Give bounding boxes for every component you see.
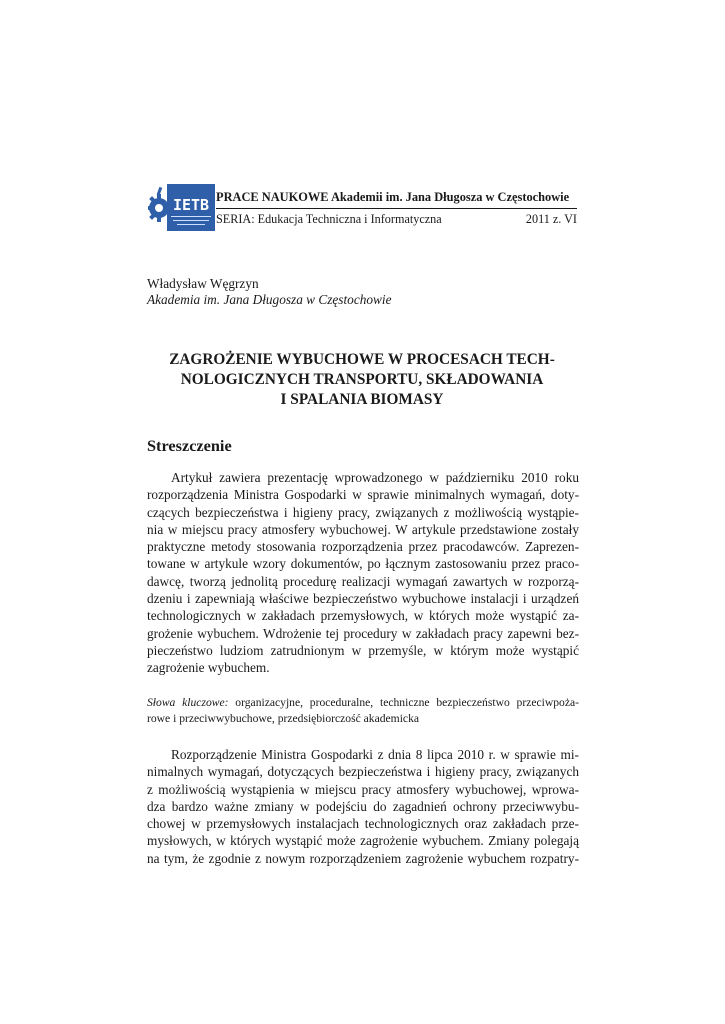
- title-line: NOLOGICZNYCH TRANSPORTU, SKŁADOWANIA: [180, 371, 544, 388]
- journal-header: [147, 183, 577, 235]
- abstract-line: grożenie wybuchem. Wdrożenie tej procedury w zakładach pracy zapewni bez-: [147, 625, 579, 641]
- abstract-line: zagrożenie wybuchem.: [147, 660, 270, 676]
- author-affiliation: Akademia im. Jana Długosza w Częstochowie: [147, 292, 392, 307]
- body-paragraph: [147, 746, 579, 867]
- ietb-logo: [147, 183, 217, 233]
- keywords-label: Słowa kluczowe:: [147, 696, 229, 709]
- keywords-block: [147, 695, 579, 726]
- body-line: nimalnych wymagań, dotyczących bezpieczeństwa i higieny pracy, związanych: [147, 764, 579, 780]
- abstract-line: czących bezpieczeństwa i higieny pracy, związanych z możliwością wystąpie-: [147, 504, 579, 520]
- title-line: I SPALANIA BIOMASY: [280, 391, 444, 408]
- year-volume: 2011 z. VI: [525, 212, 577, 226]
- abstract-line: nia w miejscu pracy atmosfery wybuchowej. W artykule przedstawione zostały: [147, 521, 579, 537]
- body-line: na tym, że zgodnie z nowym rozporządzeniem zagrożenie wybuchem rozpatry-: [147, 850, 579, 866]
- logo-text: IETB: [172, 196, 210, 214]
- body-line: z możliwością wystąpienia w miejscu pracy atmosfery wybuchowej, wprowa-: [147, 781, 579, 797]
- abstract-line: Artykuł zawiera prezentację wprowadzonego w październiku 2010 roku: [171, 470, 579, 485]
- series-line: [216, 212, 577, 227]
- gear-logo-icon: [147, 183, 217, 233]
- abstract-line: dawcę, tworzą jednolitą procedurę realizacji wymagań zawartych w rozporzą-: [147, 573, 579, 589]
- body-line: chowej w przemysłowych instalacjach technologicznych oraz zakładach prze-: [147, 816, 579, 832]
- header-rule: [216, 208, 577, 209]
- body-line: Rozporządzenie Ministra Gospodarki z dnia 8 lipca 2010 r. w sprawie mi-: [171, 747, 579, 762]
- journal-title: PRACE NAUKOWE Akademii im. Jana Długosza w Częstochowie: [216, 190, 570, 204]
- paper-title: [147, 350, 577, 410]
- abstract-line: praktyczne metody stosowania rozporządzenia przez pracodawców. Zaprezen-: [147, 539, 579, 555]
- title-line: ZAGROŻENIE WYBUCHOWE W PROCESACH TECH-: [169, 351, 555, 368]
- keywords-text: organizacyjne, proceduralne, techniczne bezpieczeństwo przeciwpoża-: [235, 696, 579, 709]
- abstract-line: pieczeństwo ludziom zatrudnionym w przemyśle, w którym może wystąpić: [147, 642, 579, 658]
- body-line: mysłowych, w których wystąpić może zagrożenie wybuchem. Zmiany polegają: [147, 833, 579, 849]
- abstract-paragraph: [147, 469, 579, 677]
- keywords-text: rowe i przeciwwybuchowe, przedsiębiorczość akademicka: [147, 711, 420, 725]
- abstract-line: dzeniu i zapewniają właściwe bezpieczeństwo wybuchowe instalacji i urządzeń: [147, 591, 579, 607]
- abstract-line: towane w artykule wzory dokumentów, po łącznym zastosowaniu przez praco-: [147, 556, 579, 572]
- author-block: [147, 276, 392, 308]
- abstract-line: rozporządzenia Ministra Gospodarki w sprawie minimalnych wymagań, doty-: [147, 487, 579, 503]
- abstract-line: technologicznych w zakładach przemysłowych, w których może wystąpić za-: [147, 608, 579, 624]
- abstract-heading: Streszczenie: [147, 436, 232, 455]
- author-name: Władysław Węgrzyn: [147, 276, 259, 291]
- body-line: dza bardzo ważne zmiany w podejściu do zagadnień ochrony przeciwwybu-: [147, 798, 579, 814]
- series-name: SERIA: Edukacja Techniczna i Informatyczna: [216, 212, 442, 226]
